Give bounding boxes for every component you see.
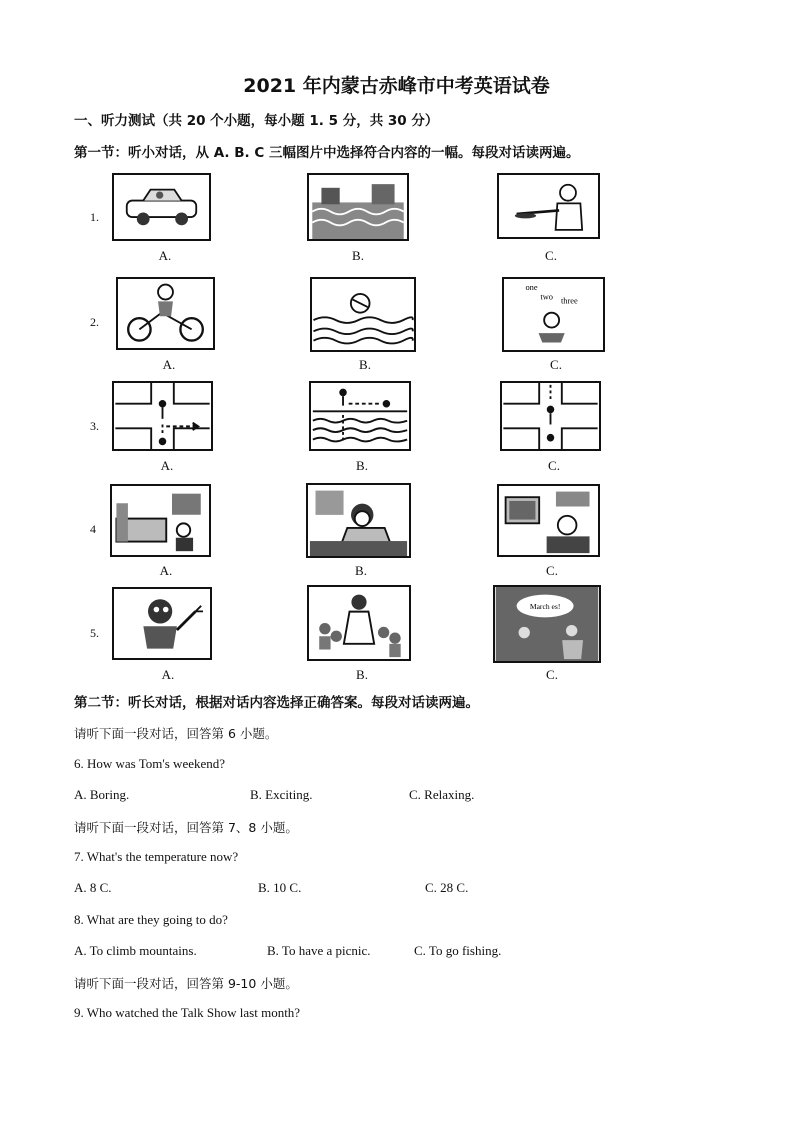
option-label-c: C.	[545, 248, 557, 263]
instruction: 请听下面一段对话，回答第 9-10 小题。	[74, 976, 298, 991]
march-sign-text: March es!	[529, 601, 561, 611]
counting-word-three: three	[560, 296, 578, 306]
option-label-b: B.	[356, 458, 368, 473]
option-label-b: B.	[352, 248, 364, 263]
question-8: 8. What are they going to do?	[74, 912, 228, 927]
question-7: 7. What's the temperature now?	[74, 849, 239, 864]
section1-heading: 第一节：听小对话，从 A. B. C 三幅图片中选择符合内容的一幅。每段对话读两遍。	[74, 145, 580, 161]
option-label-a: A.	[161, 667, 175, 682]
picture-4a-bedroom	[110, 484, 211, 557]
question-number: 3.	[90, 419, 99, 433]
picture-2c-counting	[502, 277, 605, 352]
picture-3c-straight	[500, 381, 601, 451]
section2-heading: 第二节：听长对话，根据对话内容选择正确答案。每段对话读两遍。	[74, 695, 479, 711]
picture-2a-cycling	[116, 277, 215, 350]
instruction: 请听下面一段对话，回答第 6 小题。	[74, 726, 278, 741]
picture-2b-ball	[310, 277, 416, 352]
option-label-b: B.	[359, 357, 371, 372]
counting-word-one: one	[525, 283, 538, 293]
picture-3a-turn-right	[112, 381, 213, 451]
option-label-a: A.	[158, 248, 172, 263]
option-label-b: B.	[355, 563, 367, 578]
page-title: 2021 年内蒙古赤峰市中考英语试卷	[243, 75, 550, 97]
picture-3b-crossing	[309, 381, 411, 451]
q8-option-b: B. To have a picnic.	[267, 943, 371, 958]
question-number: 2.	[90, 315, 99, 329]
picture-5c-march	[493, 585, 601, 663]
picture-1c-cooking	[497, 173, 600, 239]
picture-1a-car	[112, 173, 211, 241]
q6-option-b: B. Exciting.	[250, 787, 313, 802]
picture-5a-cartoon	[112, 587, 212, 660]
question-number: 5.	[90, 626, 99, 640]
option-label-c: C.	[550, 357, 562, 372]
q7-option-b: B. 10 C.	[258, 880, 302, 895]
instruction: 请听下面一段对话，回答第 7、8 小题。	[74, 820, 298, 835]
option-label-c: C.	[548, 458, 560, 473]
part1-heading: 一、听力测试（共 20 个小题，每小题 1. 5 分，共 30 分）	[74, 113, 439, 129]
question-6: 6. How was Tom's weekend?	[74, 756, 226, 771]
q6-option-c: C. Relaxing.	[409, 787, 475, 802]
q7-option-a: A. 8 C.	[74, 880, 112, 895]
option-label-c: C.	[546, 667, 558, 682]
q8-option-a: A. To climb mountains.	[74, 943, 197, 958]
q8-option-c: C. To go fishing.	[414, 943, 502, 958]
option-label-c: C.	[546, 563, 558, 578]
option-label-a: A.	[159, 563, 173, 578]
counting-word-two: two	[540, 292, 554, 302]
option-label-a: A.	[162, 357, 176, 372]
question-number: 1.	[90, 210, 99, 224]
picture-1b-flood	[307, 173, 409, 241]
q6-option-a: A. Boring.	[74, 787, 130, 802]
option-label-a: A.	[160, 458, 174, 473]
picture-4b-studying	[306, 483, 411, 558]
q7-option-c: C. 28 C.	[425, 880, 469, 895]
question-number: 4	[90, 522, 96, 536]
option-label-b: B.	[356, 667, 368, 682]
question-9: 9. Who watched the Talk Show last month?	[74, 1005, 301, 1020]
picture-4c-tv	[497, 484, 600, 557]
picture-5b-snow-white	[307, 585, 411, 661]
